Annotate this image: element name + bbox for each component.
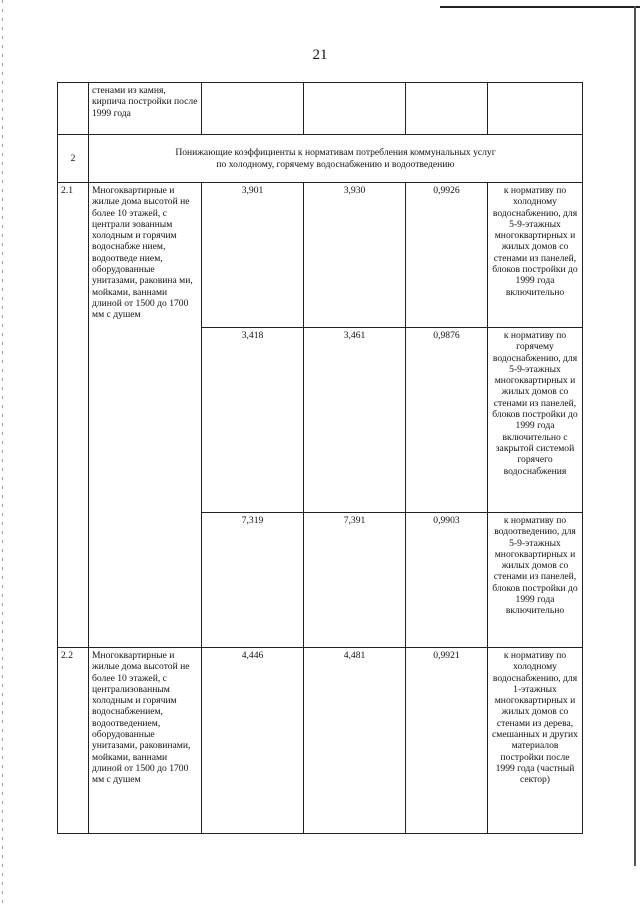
cell-desc: стенами из камня, кирпича постройки после 1999 года [89, 83, 202, 135]
section-title-line2: по холодному, горячему водоснабжению и водоотведению [216, 158, 455, 170]
section-title [89, 135, 583, 183]
cell-note [488, 83, 583, 135]
cell-value-1: 3,901 [202, 183, 304, 328]
cell-coefficient: 0,9876 [406, 328, 488, 513]
cell-note: к нормативу по холодному водоснабжению, для 5-9-этажных многоквартирных и жилых домов со стенами из панелей, блоков постройки до 1999 года включительно [488, 183, 583, 328]
table-row [58, 648, 583, 834]
scan-edge-top [440, 6, 640, 8]
page-number: 21 [312, 47, 328, 63]
cell-value-2: 4,481 [304, 648, 406, 834]
row-number: 2.1 [58, 183, 89, 648]
scan-edge-right [634, 6, 636, 866]
cell-value-2: 7,391 [304, 513, 406, 648]
cell-value-2: 3,461 [304, 328, 406, 513]
row-description: Многоквартирные и жилые дома высотой не более 10 этажей, с централи зованным холодным и горячим водоснабже нием, водоотведе нием, оборудованные унитазами, раковина ми, мойками, ваннами длиной от 1500 до 1700 мм с душем [89, 183, 202, 648]
cell-value [406, 83, 488, 135]
section-number: 2 [58, 135, 89, 183]
cell-value [304, 83, 406, 135]
section-title-line1: Понижающие коэффициенты к нормативам потребления коммунальных услуг [175, 147, 496, 159]
row-number: 2.2 [58, 648, 89, 834]
cell-value [202, 83, 304, 135]
cell-value-1: 3,418 [202, 328, 304, 513]
cell-value-2: 3,930 [304, 183, 406, 328]
cell-value-1: 4,446 [202, 648, 304, 834]
cell-note: к нормативу по водоотведению, для 5-9-этажных многоквартирных и жилых домов со стенами из панелей, блоков постройки до 1999 года включительно [488, 513, 583, 648]
cell-value-1: 7,319 [202, 513, 304, 648]
table-row [58, 183, 583, 328]
cell-coefficient: 0,9921 [406, 648, 488, 834]
cell-coefficient: 0,9903 [406, 513, 488, 648]
coefficients-table [57, 82, 583, 834]
scan-edge-left [2, 0, 3, 905]
cell-note: к нормативу по горячему водоснабжению, для 5-9-этажных многоквартирных и жилых домов со стенами из панелей, блоков постройки до 1999 года включительно с закрытой системой горячего водоснабжения [488, 328, 583, 513]
cell-num [58, 83, 89, 135]
cell-note: к нормативу по холодному водоснабжению, для 1-этажных многоквартирных и жилых домов со стенами из дерева, смешанных и других материалов постройки после 1999 года (частный сектор) [488, 648, 583, 834]
row-description: Многоквартирные и жилые дома высотой не более 10 этажей, с централизованным холодным и горячим водоснабжением, водоотведением, оборудованные унитазами, раковинами, мойками, ваннами длиной от 1500 до 1700 мм с душем [89, 648, 202, 834]
table-row-continuation [58, 83, 583, 135]
table-row-section [58, 135, 583, 183]
cell-coefficient: 0,9926 [406, 183, 488, 328]
